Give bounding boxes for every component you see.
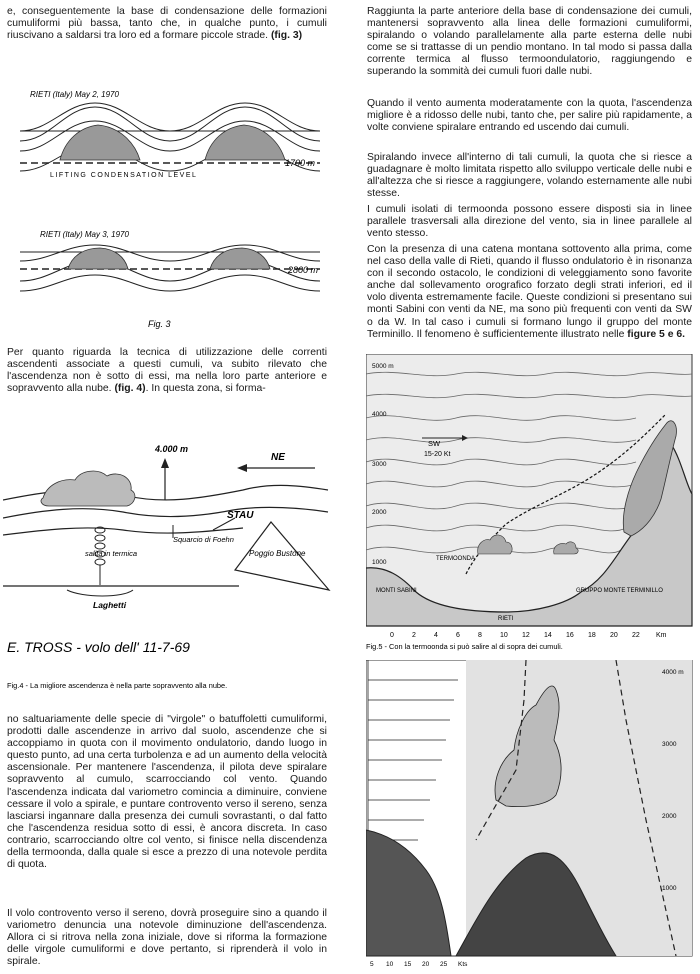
fig5-caption: Fig.5 - Con la termoonda si può salire al di sopra dei cumuli. (366, 642, 563, 651)
fig4-reference: (fig. 4) (114, 383, 146, 395)
svg-text:8: 8 (478, 632, 482, 639)
fig3-caption: Fig. 3 (148, 319, 171, 329)
fig4-altitude: 4.000 m (155, 444, 189, 454)
fig3-level-bottom: 2800 m (288, 265, 319, 275)
left-paragraph-2: Per quanto riguarda la tecnica di utilizzazione delle correnti ascendenti associate a questi cumuli, va subito rilevato che l'ascendenza non è sotto di essi, ma nella loro parte anteriore e sopravvento alla nube. (fig. 4). In questa zona, si forma- (7, 347, 327, 395)
fig3-label-bottom: RIETI (Italy) May 3, 1970 (40, 230, 129, 239)
svg-text:20: 20 (610, 632, 618, 639)
fig5-wind-label: SW (428, 439, 441, 448)
svg-text:2: 2 (412, 632, 416, 639)
fig4-cloud (41, 471, 135, 506)
fig4-signature: E. TROSS - volo dell' 11-7-69 (7, 639, 190, 655)
svg-text:5: 5 (370, 961, 374, 968)
svg-text:14: 14 (544, 632, 552, 639)
left-paragraph-4: Il volo controvento verso il sereno, dovrà proseguire sino a quando il variometro denuncia una notevole diminuzione dell'ascendenza. Allora ci si ritrova nella zona iniziale, dove si riforma la formazione delle virgole cumuliformi e dove pertanto, si riprenderà il volo in spirale. (7, 908, 327, 968)
fig4-lake-label: Laghetti (93, 600, 127, 610)
svg-text:4: 4 (434, 632, 438, 639)
svg-text:12: 12 (522, 632, 530, 639)
svg-text:6: 6 (456, 632, 460, 639)
fig6-alt-2000: 2000 (662, 813, 677, 820)
fig6-x-axis (370, 961, 468, 968)
left-paragraph-3: no saltuariamente delle specie di "virgole" o batuffoletti cumuliformi, prodotti dalle ascendenze in arrivo dal suolo, ascendenze che si accoppiamo in quota con il movimento ondulatorio, dando luogo in questo punto, ad una certa turbolenza e ad un aumento della velocità ascensionale. Per mantenere l'ascendenza, il pilota deve spiralare sopravvento al cumulo, scarrocciando col vento. Quando l'ascendenza indicata dal variometro comincia a diminuire, conviene cessare il volo a spirale, e puntare controvento verso il sereno, senza lasciarsi ingannare dalla presenza dei cumuli sovrastanti, o dal fatto che l'ascendenza residua sotto di essi, è ancora discreta. In caso contrario, scarrocciando oltre col vento, si finisce nella discendenza della termoonda, dalla quale si esce a prezzo di una notevole perdita di quota. (7, 714, 327, 871)
svg-text:18: 18 (588, 632, 596, 639)
fig5-rieti-label: RIETI (498, 616, 514, 622)
fig3-lcl-label: LIFTING CONDENSATION LEVEL (50, 172, 198, 179)
fig5-alt-2000: 2000 (372, 509, 387, 516)
fig3-label-top: RIETI (Italy) May 2, 1970 (30, 90, 119, 99)
right-paragraph-1: Raggiunta la parte anteriore della base di condensazione dei cumuli, mantenersi sopravvento alla linea delle formazioni cumuliformi, spiralando o volando parallelamente alla parte esterna delle nubi come se si trattasse di un pendio montano. In tal modo si passa dalla corrente termica al flusso termoondulatorio, raggiungendo e superando la sommità dei cumuli fuori dalle nubi. (367, 6, 692, 78)
fig3-level-top: 1700 m (285, 158, 316, 168)
fig5-alt-5000: 5000 m (372, 363, 394, 370)
svg-text:15: 15 (404, 961, 412, 968)
fig4-peak-label: Poggio Bustone (249, 549, 306, 558)
fig4-thermal-label: salita in termica (85, 549, 138, 558)
figure-4 (3, 390, 333, 690)
left-paragraph-1: e, conseguentemente la base di condensazione delle formazioni cumuliformi più bassa, tanto che, in qualche punto, i cumuli riuscivano a saldarsi tra loro ed a formare piccole strade. (fig. 3) (7, 6, 327, 42)
svg-text:16: 16 (566, 632, 574, 639)
fig6-alt-3000: 3000 (662, 741, 677, 748)
right-paragraph-5: Con la presenza di una catena montana sottovento alla prima, come nel caso della valle di Rieti, quando il flusso ondulatorio è in risonanza con il secondo ostacolo, le condizioni di veleggiamento sono favorite anche dal sollevamento orografico forzato degli strati inferiori, ed il volo diventa estremamente facile. Queste condizioni si presentano sui monti Sabini con venti da NE, ma sono più frequenti con venti da SW o da W. In tal caso i cumuli si formano lungo il gruppo del monte Terminillo. Il fenomeno è sufficientemente illustrato nelle figure 5 e 6. (367, 244, 692, 340)
fig4-foehn-label: Squarcio di Foehn (173, 535, 234, 544)
fig5-wind-speed: 15-20 Kt (424, 451, 451, 458)
svg-text:0: 0 (390, 632, 394, 639)
fig4-wind-label: NE (271, 452, 285, 463)
figure-5 (366, 354, 694, 654)
fig6-alt-4000: 4000 m (662, 669, 684, 676)
svg-text:Km: Km (656, 632, 667, 639)
fig5-gruppo-label: GRUPPO MONTE TERMINILLO (576, 588, 663, 594)
fig5-alt-1000: 1000 (372, 559, 387, 566)
fig5-termoonda-label: TERMOONDA (436, 556, 475, 562)
right-paragraph-3: Spiralando invece all'interno di tali cumuli, la quota che si riesce a guadagnare è molto limitata rispetto allo sviluppo verticale delle nubi e all'altezza che si riesce a raggiungere, volando esternamente alle nubi stesse. (367, 152, 692, 200)
fig3-reference: (fig. 3) (270, 30, 303, 42)
figure-6 (366, 660, 694, 972)
right-paragraph-4: I cumuli isolati di termoonda possono essere disposti sia in linee parallele trasversali alla direzione del vento, sia in linee parallele al vento stesso. (367, 204, 692, 240)
fig5-monti-label: MONTI SABINI (376, 588, 417, 594)
right-paragraph-2: Quando il vento aumenta moderatamente con la quota, l'ascendenza migliore è a ridosso delle nubi, tanto che, per salire più rapidamente, a volte conviene spiralare entrando ed uscendo dai cumuli. (367, 98, 692, 134)
svg-text:20: 20 (422, 961, 430, 968)
svg-text:10: 10 (386, 961, 394, 968)
fig5-alt-3000: 3000 (372, 461, 387, 468)
svg-text:22: 22 (632, 632, 640, 639)
fig5-alt-4000: 4000 (372, 411, 387, 418)
svg-text:Kts: Kts (458, 961, 468, 968)
fig6-alt-1000: 1000 (662, 885, 677, 892)
fig5-x-axis (390, 632, 667, 639)
svg-text:10: 10 (500, 632, 508, 639)
svg-text:25: 25 (440, 961, 448, 968)
fig4-stau-label: STAU (227, 510, 254, 521)
fig4-caption: Fig.4 - La migliore ascendenza è nella parte sopravvento alla nube. (7, 681, 228, 690)
figure-3 (20, 85, 330, 335)
fig5-6-reference: figure 5 e 6. (627, 328, 686, 340)
